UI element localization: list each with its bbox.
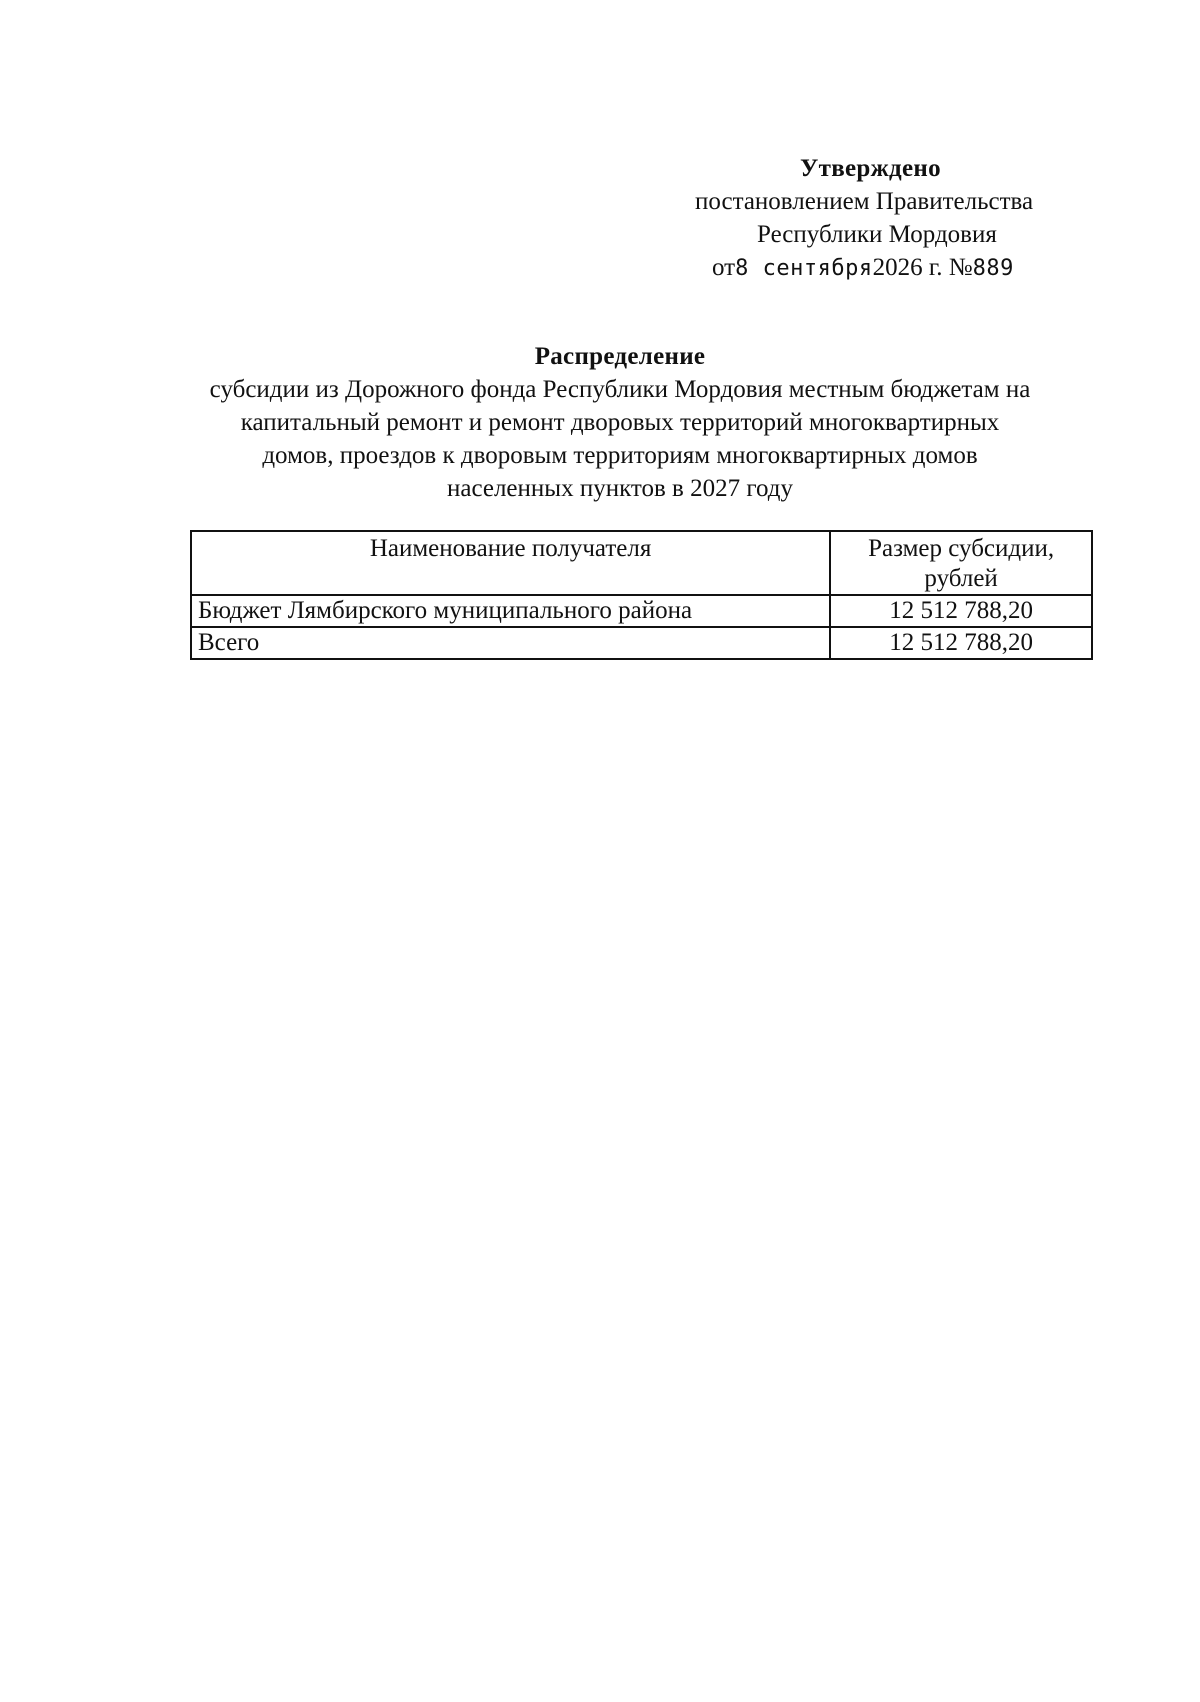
table-header-row — [191, 531, 1092, 595]
approval-title: Утверждено — [800, 155, 941, 182]
approval-date-day-month: 8 сентября — [735, 256, 873, 281]
header-recipient-name: Наименование получателя — [191, 531, 830, 595]
approval-date-line — [630, 251, 1110, 285]
row-total-label: Всего — [191, 627, 830, 659]
document-heading — [140, 340, 1100, 505]
row-total-amount: 12 512 788,20 — [830, 627, 1092, 659]
distribution-table — [190, 530, 1093, 660]
approval-date-prefix: от — [712, 254, 736, 281]
approval-block — [630, 152, 1110, 285]
heading-line-1: субсидии из Дорожного фонда Республики Мордовия местным бюджетам на — [209, 376, 1031, 403]
heading-line-3: домов, проездов к дворовым территориям многоквартирных домов — [262, 442, 978, 469]
approval-date-year: 2026 г. № — [872, 254, 973, 281]
heading-line-2: капитальный ремонт и ремонт дворовых территорий многоквартирных — [240, 409, 1000, 436]
table-row — [191, 627, 1092, 659]
row-subsidy-amount: 12 512 788,20 — [830, 595, 1092, 627]
approval-line-1: постановлением Правительства — [695, 188, 1034, 215]
header-subsidy-amount: Размер субсидии, рублей — [830, 531, 1092, 595]
heading-line-4: населенных пунктов в 2027 году — [446, 475, 793, 502]
approval-date-number: 889 — [972, 256, 1014, 281]
approval-line-2: Республики Мордовия — [757, 221, 997, 248]
table-row — [191, 595, 1092, 627]
row-recipient-name: Бюджет Лямбирского муниципального района — [191, 595, 830, 627]
heading-title: Распределение — [534, 343, 706, 370]
